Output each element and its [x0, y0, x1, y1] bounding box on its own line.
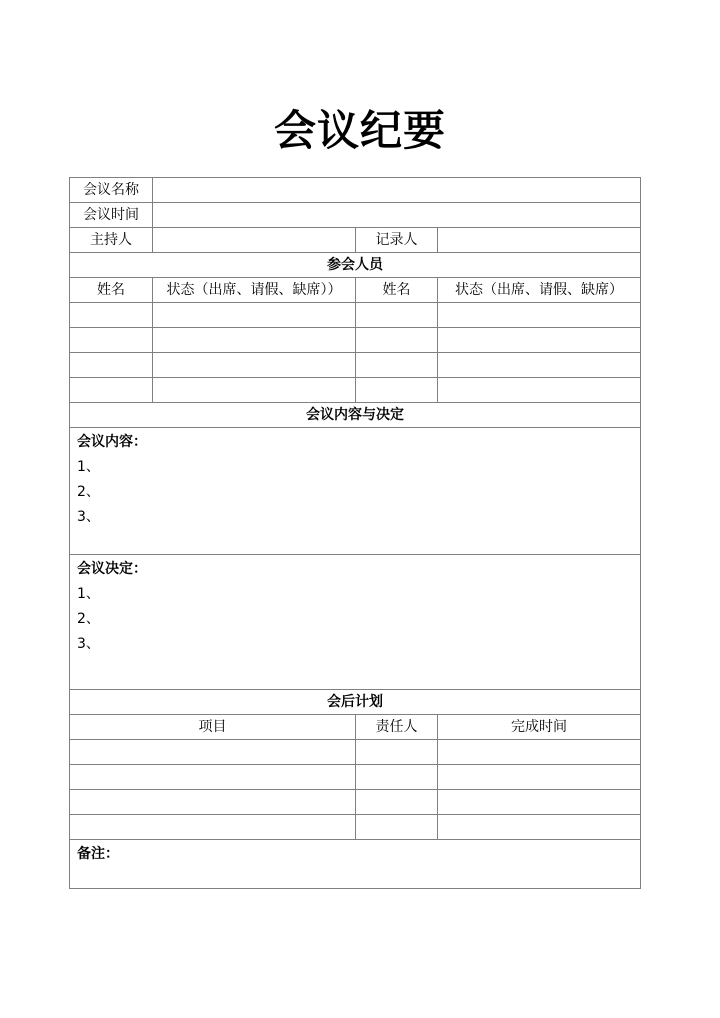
meeting-time-label: 会议时间 — [70, 203, 153, 228]
plan-deadline-cell[interactable] — [438, 740, 641, 765]
attendee-row — [70, 353, 641, 378]
plan-owner-cell[interactable] — [356, 765, 438, 790]
attendee-name-cell[interactable] — [356, 303, 438, 328]
attendee-status-cell[interactable] — [438, 303, 641, 328]
plan-owner-cell[interactable] — [356, 790, 438, 815]
attendee-row — [70, 303, 641, 328]
meeting-content-block[interactable] — [70, 428, 641, 555]
recorder-label: 记录人 — [356, 228, 438, 253]
attendee-name-cell[interactable] — [70, 328, 153, 353]
attendee-status-cell[interactable] — [153, 328, 356, 353]
meeting-time-field[interactable] — [153, 203, 641, 228]
meeting-decision-block[interactable] — [70, 555, 641, 690]
attendee-row — [70, 378, 641, 403]
plan-item-cell[interactable] — [70, 765, 356, 790]
document-title: 会议纪要 — [273, 106, 446, 155]
plan-owner-cell[interactable] — [356, 815, 438, 840]
plan-deadline-header: 完成时间 — [438, 715, 641, 740]
meeting-name-field[interactable] — [153, 178, 641, 203]
attendee-status-header-2: 状态（出席、请假、缺席） — [438, 278, 641, 303]
plan-deadline-cell[interactable] — [438, 765, 641, 790]
attendee-status-cell[interactable] — [438, 328, 641, 353]
decision-item: 3、 — [77, 636, 100, 652]
attendees-section-title: 参会人员 — [70, 253, 641, 278]
content-item: 1、 — [77, 459, 100, 475]
attendee-name-header-1: 姓名 — [70, 278, 153, 303]
plan-item-cell[interactable] — [70, 790, 356, 815]
content-decision-section-title: 会议内容与决定 — [70, 403, 641, 428]
plan-row — [70, 815, 641, 840]
plan-deadline-cell[interactable] — [438, 790, 641, 815]
attendee-status-cell[interactable] — [153, 303, 356, 328]
host-field[interactable] — [153, 228, 356, 253]
meeting-decision-label: 会议决定： — [77, 561, 147, 577]
host-label: 主持人 — [70, 228, 153, 253]
plan-item-cell[interactable] — [70, 815, 356, 840]
attendee-status-cell[interactable] — [153, 378, 356, 403]
attendee-name-header-2: 姓名 — [356, 278, 438, 303]
plan-row — [70, 765, 641, 790]
attendee-status-cell[interactable] — [438, 378, 641, 403]
attendee-name-cell[interactable] — [70, 378, 153, 403]
plan-item-cell[interactable] — [70, 740, 356, 765]
decision-item: 2、 — [77, 611, 100, 627]
meeting-name-label: 会议名称 — [70, 178, 153, 203]
attendee-row — [70, 328, 641, 353]
content-item: 3、 — [77, 509, 100, 525]
plan-deadline-cell[interactable] — [438, 815, 641, 840]
plan-row — [70, 740, 641, 765]
content-item: 2、 — [77, 484, 100, 500]
post-meeting-plan-section-title: 会后计划 — [70, 690, 641, 715]
attendee-name-cell[interactable] — [356, 378, 438, 403]
attendee-status-header-1: 状态（出席、请假、缺席）） — [153, 278, 356, 303]
plan-item-header: 项目 — [70, 715, 356, 740]
attendee-name-cell[interactable] — [356, 353, 438, 378]
notes-block[interactable] — [70, 840, 641, 889]
attendee-name-cell[interactable] — [70, 353, 153, 378]
meeting-content-label: 会议内容： — [77, 434, 147, 450]
plan-owner-header: 责任人 — [356, 715, 438, 740]
recorder-field[interactable] — [438, 228, 641, 253]
attendee-name-cell[interactable] — [70, 303, 153, 328]
attendee-status-cell[interactable] — [438, 353, 641, 378]
plan-row — [70, 790, 641, 815]
plan-owner-cell[interactable] — [356, 740, 438, 765]
meeting-minutes-form — [69, 177, 641, 889]
attendee-status-cell[interactable] — [153, 353, 356, 378]
notes-label: 备注： — [77, 846, 119, 862]
decision-item: 1、 — [77, 586, 100, 602]
attendee-name-cell[interactable] — [356, 328, 438, 353]
